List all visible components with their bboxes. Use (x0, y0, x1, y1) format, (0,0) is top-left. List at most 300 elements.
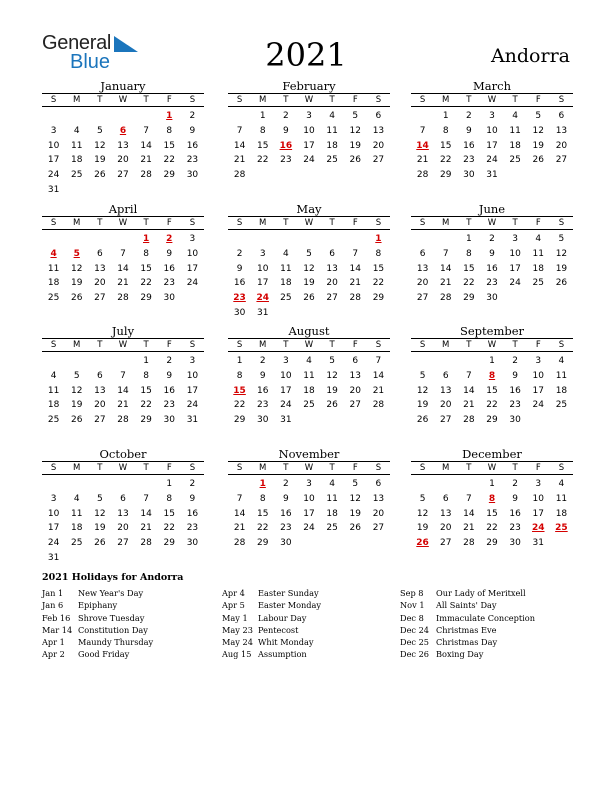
day-cell: 3 (306, 479, 312, 489)
holiday-date: Jan 6 (42, 600, 64, 611)
holiday-entry (42, 599, 222, 611)
weekday-header: T (466, 95, 472, 105)
day-cell: 10 (280, 370, 292, 381)
holiday-name: Constitution Day (78, 624, 148, 635)
day-grid (42, 354, 204, 428)
day-grid (228, 354, 390, 428)
day-cell: 27 (372, 155, 385, 166)
empty-day-cell (321, 232, 344, 247)
day-cell: 30 (233, 307, 246, 318)
day-grid (42, 232, 204, 306)
day-cell: 26 (70, 415, 83, 426)
empty-day-cell (42, 232, 65, 247)
day-cell: 19 (349, 508, 361, 519)
weekday-header: M (73, 218, 81, 228)
holiday-day-cell: 14 (416, 140, 429, 151)
weekday-header: M (259, 463, 267, 473)
day-cell: 10 (256, 263, 269, 274)
day-cell: 6 (442, 370, 449, 381)
weekday-header: M (442, 340, 450, 350)
day-cell: 3 (189, 356, 196, 366)
day-cell: 18 (70, 523, 83, 534)
day-cell: 10 (47, 508, 60, 519)
holiday-day-cell: 8 (488, 493, 496, 504)
day-cell: 14 (233, 508, 246, 519)
weekday-header: S (375, 95, 382, 105)
day-cell: 22 (463, 278, 475, 289)
day-cell: 12 (532, 125, 544, 136)
month-june (411, 202, 573, 306)
day-cell: 19 (349, 140, 361, 151)
day-cell: 7 (120, 248, 126, 259)
empty-day-cell (251, 232, 274, 247)
day-cell: 28 (349, 293, 361, 304)
day-cell: 16 (280, 508, 292, 519)
weekday-header: S (50, 463, 57, 473)
day-cell: 31 (186, 415, 199, 426)
day-cell: 11 (509, 125, 521, 136)
weekday-header: T (143, 340, 149, 350)
day-cell: 16 (186, 508, 199, 519)
day-grid (42, 477, 204, 566)
day-cell: 21 (463, 523, 475, 534)
day-cell: 17 (532, 508, 544, 519)
day-cell: 7 (465, 370, 472, 381)
weekday-header: F (352, 95, 358, 105)
day-cell: 20 (416, 278, 429, 289)
holiday-date: Mar 14 (42, 624, 73, 635)
day-cell: 16 (163, 263, 175, 274)
holiday-entry (400, 612, 580, 624)
empty-day-cell (411, 232, 434, 247)
day-cell: 19 (70, 278, 83, 289)
day-cell: 25 (70, 170, 83, 181)
day-cell: 17 (532, 385, 544, 396)
day-cell: 10 (486, 125, 498, 136)
day-cell: 26 (70, 293, 83, 304)
day-cell: 18 (555, 508, 568, 519)
day-cell: 13 (555, 125, 568, 136)
weekday-header: S (189, 340, 196, 350)
holiday-day-cell: 8 (488, 370, 496, 381)
day-cell: 16 (163, 385, 175, 396)
day-grid (42, 109, 204, 198)
day-cell: 21 (233, 155, 246, 166)
day-cell: 29 (486, 538, 498, 549)
weekday-header: W (487, 95, 497, 105)
empty-day-cell (135, 109, 158, 124)
holiday-date: Apr 1 (42, 637, 65, 648)
weekday-header: T (97, 95, 103, 105)
day-cell: 24 (303, 155, 315, 166)
day-cell: 3 (282, 356, 289, 366)
day-cell: 19 (416, 523, 429, 534)
weekday-header-row (42, 216, 204, 230)
day-cell: 20 (326, 278, 338, 289)
day-cell: 10 (47, 140, 60, 151)
month-name: September (459, 324, 525, 338)
day-cell: 27 (326, 293, 338, 304)
day-cell: 23 (256, 400, 269, 411)
day-cell: 24 (280, 400, 292, 411)
logo-text-general: General (42, 32, 112, 54)
empty-day-cell (297, 232, 320, 247)
day-cell: 12 (70, 385, 83, 396)
weekday-header: M (259, 95, 267, 105)
day-cell: 21 (117, 400, 129, 411)
weekday-header: S (419, 95, 426, 105)
month-name: January (100, 79, 146, 93)
day-cell: 20 (439, 523, 452, 534)
weekday-header: S (558, 95, 565, 105)
holiday-date: Nov 1 (400, 600, 425, 611)
weekday-header-row (42, 338, 204, 352)
day-cell: 7 (120, 370, 126, 381)
month-may (228, 202, 390, 321)
weekday-header: M (73, 95, 81, 105)
holiday-date: Dec 8 (400, 612, 424, 623)
weekday-header: F (352, 218, 358, 228)
weekday-header: S (558, 340, 565, 350)
day-cell: 22 (256, 155, 269, 166)
month-march (411, 79, 573, 183)
day-cell: 6 (96, 248, 103, 259)
day-cell: 8 (166, 493, 173, 504)
weekday-header: M (442, 95, 450, 105)
holiday-date: Dec 26 (400, 649, 430, 660)
empty-day-cell (434, 477, 457, 492)
day-cell: 30 (186, 538, 199, 549)
month-november (228, 447, 390, 551)
holiday-entry (222, 624, 402, 636)
empty-day-cell (434, 232, 457, 247)
weekday-header-row (228, 216, 390, 230)
day-grid (228, 109, 390, 183)
weekday-header: F (535, 95, 541, 105)
day-cell: 13 (117, 508, 129, 519)
weekday-header: T (466, 340, 472, 350)
day-cell: 27 (349, 400, 361, 411)
weekday-header: S (375, 218, 382, 228)
holiday-day-cell: 24 (256, 293, 269, 304)
day-cell: 21 (140, 523, 152, 534)
day-cell: 5 (352, 479, 359, 489)
weekday-header: M (73, 463, 81, 473)
day-cell: 30 (186, 170, 199, 181)
day-cell: 13 (372, 125, 385, 136)
empty-day-cell (411, 354, 434, 369)
day-cell: 11 (303, 370, 315, 381)
weekday-header: M (73, 340, 81, 350)
day-cell: 26 (94, 170, 106, 181)
day-cell: 9 (282, 125, 289, 136)
day-cell: 29 (439, 170, 452, 181)
day-cell: 2 (512, 356, 518, 366)
day-cell: 10 (509, 248, 521, 259)
day-cell: 5 (352, 111, 359, 121)
day-cell: 26 (303, 293, 315, 304)
holiday-day-cell: 1 (375, 234, 382, 244)
day-cell: 20 (349, 385, 361, 396)
day-cell: 5 (329, 356, 335, 366)
day-cell: 14 (117, 263, 129, 274)
empty-day-cell (228, 477, 251, 492)
day-cell: 13 (416, 263, 429, 274)
day-cell: 28 (117, 293, 129, 304)
month-name: December (462, 447, 522, 461)
day-cell: 2 (236, 248, 243, 259)
day-cell: 23 (186, 155, 199, 166)
day-cell: 12 (94, 140, 106, 151)
empty-day-cell (88, 109, 111, 124)
day-cell: 28 (463, 538, 475, 549)
holiday-name: Christmas Eve (436, 624, 497, 635)
day-cell: 11 (70, 140, 83, 151)
day-cell: 6 (558, 111, 565, 121)
weekday-header: W (304, 95, 314, 105)
holiday-entry (400, 636, 580, 648)
day-cell: 27 (416, 293, 429, 304)
day-cell: 13 (372, 493, 385, 504)
weekday-header: S (189, 463, 196, 473)
empty-day-cell (411, 109, 434, 124)
weekday-header-row (228, 93, 390, 107)
weekday-header: S (236, 340, 243, 350)
day-cell: 15 (256, 140, 269, 151)
day-cell: 3 (50, 493, 57, 504)
day-cell: 11 (47, 263, 60, 274)
weekday-header: W (304, 463, 314, 473)
logo-text-blue: Blue (70, 51, 111, 73)
day-cell: 4 (73, 125, 80, 136)
holiday-entry (222, 648, 402, 660)
holiday-name: Our Lady of Meritxell (436, 588, 526, 598)
calendar-year: 2021 (265, 36, 347, 74)
holiday-name: Easter Monday (258, 600, 322, 611)
day-cell: 14 (372, 370, 385, 381)
day-cell: 27 (94, 293, 106, 304)
empty-day-cell (65, 477, 88, 492)
day-cell: 8 (166, 125, 173, 136)
day-cell: 16 (486, 263, 498, 274)
day-cell: 15 (463, 263, 475, 274)
day-cell: 22 (372, 278, 385, 289)
day-cell: 13 (94, 385, 106, 396)
holiday-day-cell: 24 (532, 523, 545, 534)
weekday-header-row (42, 93, 204, 107)
day-cell: 29 (163, 170, 175, 181)
holiday-column (42, 587, 222, 661)
day-cell: 4 (306, 356, 312, 366)
weekday-header-row (42, 461, 204, 475)
holiday-entry (42, 587, 222, 599)
day-cell: 25 (47, 293, 60, 304)
day-cell: 6 (120, 493, 126, 504)
holiday-name: Pentecost (258, 624, 299, 635)
weekday-header: W (487, 463, 497, 473)
day-cell: 27 (372, 523, 385, 534)
empty-day-cell (111, 109, 134, 124)
holiday-day-cell: 26 (416, 538, 429, 549)
day-cell: 23 (186, 523, 199, 534)
day-cell: 15 (256, 508, 269, 519)
day-cell: 25 (532, 278, 544, 289)
day-cell: 24 (186, 400, 199, 411)
weekday-header: S (419, 218, 426, 228)
day-cell: 15 (439, 140, 452, 151)
day-cell: 22 (486, 400, 498, 411)
day-cell: 20 (117, 155, 129, 166)
weekday-header: S (419, 463, 426, 473)
day-cell: 14 (439, 263, 452, 274)
weekday-header: F (535, 463, 541, 473)
day-cell: 17 (303, 140, 315, 151)
day-cell: 12 (349, 493, 361, 504)
holiday-column (222, 587, 402, 661)
day-cell: 22 (163, 523, 175, 534)
month-name: October (99, 447, 147, 461)
weekday-header: F (535, 340, 541, 350)
day-cell: 30 (509, 538, 521, 549)
month-name: March (473, 79, 511, 93)
day-cell: 12 (416, 508, 429, 519)
day-cell: 18 (555, 385, 568, 396)
day-cell: 17 (280, 385, 292, 396)
day-cell: 15 (140, 263, 152, 274)
day-cell: 14 (117, 385, 129, 396)
weekday-header: T (512, 218, 518, 228)
day-cell: 21 (463, 400, 475, 411)
day-grid (228, 232, 390, 321)
weekday-header: F (166, 340, 172, 350)
day-cell: 6 (375, 111, 382, 121)
day-cell: 23 (280, 155, 292, 166)
day-cell: 9 (512, 370, 518, 381)
holiday-name: Easter Sunday (258, 588, 319, 598)
holiday-date: Aug 15 (222, 649, 252, 660)
day-cell: 3 (50, 125, 57, 136)
day-cell: 6 (96, 370, 103, 381)
month-february (228, 79, 390, 183)
empty-day-cell (42, 354, 65, 369)
day-cell: 5 (419, 370, 426, 381)
day-cell: 31 (532, 538, 544, 549)
day-cell: 10 (303, 493, 315, 504)
day-cell: 1 (236, 356, 243, 366)
day-grid (228, 477, 390, 551)
day-cell: 21 (349, 278, 361, 289)
day-cell: 12 (555, 248, 568, 259)
day-cell: 30 (163, 293, 175, 304)
day-cell: 23 (163, 400, 175, 411)
weekday-header: W (118, 463, 128, 473)
month-name: February (282, 79, 336, 93)
day-cell: 12 (416, 385, 429, 396)
day-cell: 16 (186, 140, 199, 151)
day-cell: 14 (463, 508, 475, 519)
day-cell: 29 (463, 293, 475, 304)
day-cell: 3 (489, 111, 495, 121)
day-cell: 22 (256, 523, 269, 534)
month-name: July (111, 324, 135, 338)
day-cell: 28 (463, 415, 475, 426)
holiday-day-cell: 1 (166, 111, 173, 121)
day-cell: 5 (558, 234, 565, 244)
empty-day-cell (88, 477, 111, 492)
day-cell: 9 (166, 370, 173, 381)
month-august (228, 324, 390, 428)
day-cell: 16 (463, 140, 475, 151)
holiday-name: Whit Monday (258, 637, 314, 648)
day-cell: 9 (259, 370, 266, 381)
day-cell: 18 (532, 263, 544, 274)
day-cell: 7 (143, 125, 149, 136)
holiday-name: New Year's Day (78, 588, 144, 598)
weekday-header: S (189, 95, 196, 105)
holiday-day-cell: 16 (279, 140, 293, 151)
day-cell: 19 (94, 155, 106, 166)
day-cell: 25 (326, 155, 338, 166)
day-cell: 4 (73, 493, 80, 504)
day-cell: 8 (143, 248, 149, 259)
holiday-date: May 23 (222, 624, 253, 635)
weekday-header: S (236, 95, 243, 105)
day-cell: 11 (326, 493, 338, 504)
day-cell: 14 (140, 508, 152, 519)
day-cell: 4 (50, 370, 57, 381)
day-cell: 17 (486, 140, 498, 151)
day-cell: 20 (94, 278, 106, 289)
day-cell: 11 (555, 493, 568, 504)
day-cell: 19 (532, 140, 544, 151)
holiday-entry (222, 612, 402, 624)
weekday-header: T (97, 218, 103, 228)
day-cell: 11 (532, 248, 544, 259)
day-cell: 10 (186, 370, 199, 381)
weekday-header: F (166, 95, 172, 105)
weekday-header: W (118, 95, 128, 105)
day-cell: 31 (486, 170, 498, 181)
day-cell: 2 (512, 479, 518, 489)
empty-day-cell (111, 477, 134, 492)
day-cell: 31 (256, 307, 269, 318)
day-cell: 23 (163, 278, 175, 289)
day-cell: 9 (512, 493, 518, 504)
day-cell: 16 (256, 385, 269, 396)
weekday-header: T (512, 95, 518, 105)
month-september (411, 324, 573, 428)
day-cell: 4 (329, 111, 335, 121)
day-cell: 27 (117, 538, 129, 549)
day-cell: 16 (509, 508, 521, 519)
day-cell: 2 (282, 111, 289, 121)
holiday-entry (222, 636, 402, 648)
day-cell: 16 (233, 278, 246, 289)
day-cell: 20 (372, 140, 385, 151)
day-cell: 2 (465, 111, 472, 121)
day-cell: 17 (186, 385, 199, 396)
day-cell: 26 (349, 523, 361, 534)
empty-day-cell (65, 354, 88, 369)
holiday-date: Apr 5 (222, 600, 245, 611)
day-cell: 19 (303, 278, 315, 289)
day-cell: 20 (94, 400, 106, 411)
day-cell: 29 (140, 293, 152, 304)
weekday-header: T (143, 463, 149, 473)
holiday-name: Boxing Day (436, 649, 484, 660)
weekday-header: W (304, 218, 314, 228)
day-cell: 30 (280, 538, 292, 549)
